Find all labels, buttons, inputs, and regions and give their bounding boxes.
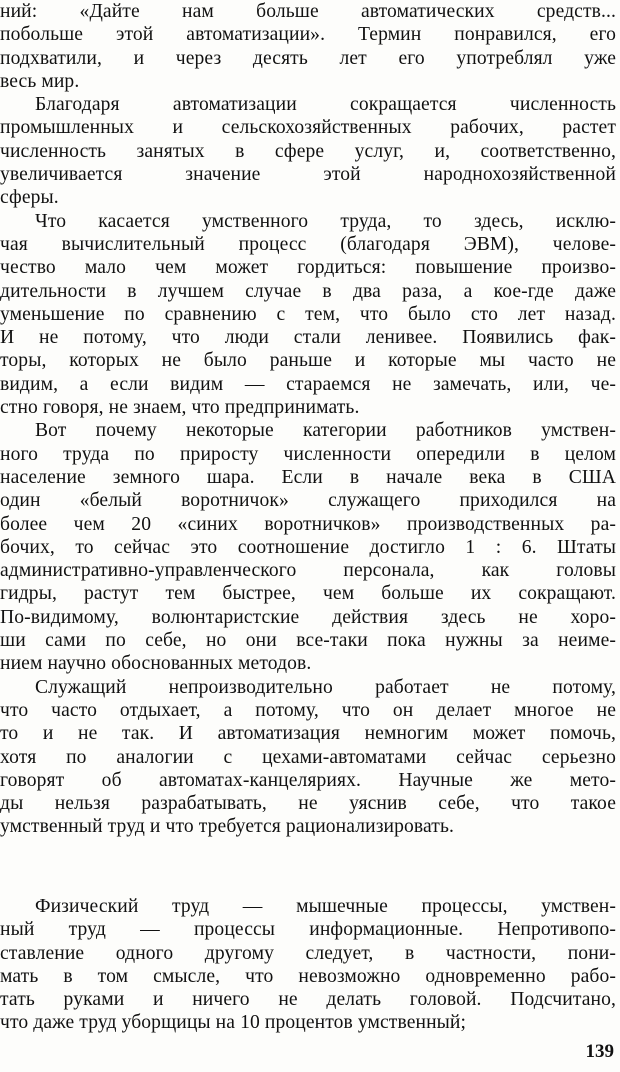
text-line: хотя по аналогии с цехами-автоматами сейчас серьезно: [0, 746, 616, 768]
text-line: административно-управленческого персонала, как головы: [0, 560, 616, 582]
text-line: чая вычислительный процесс (благодаря ЭВМ), челове-: [0, 233, 616, 255]
text-line: Физический труд — мышечные процессы, умствен-: [35, 896, 616, 917]
text-line: ды нельзя разрабатывать, не уяснив себе, что такое: [0, 793, 616, 815]
text-line: чество мало чем может гордиться: повышение произво-: [0, 257, 616, 279]
text-line: увеличивается значение этой народнохозяйственной: [0, 164, 616, 186]
text-line: население земного шара. Если в начале века в США: [0, 466, 616, 488]
text-line: видим, а если видим — стараемся не замечать, или, че-: [0, 373, 616, 395]
text-line: И не потому, что люди стали ленивее. Появились фак-: [0, 327, 616, 349]
text-line: весь мир.: [0, 70, 80, 92]
text-line: стно говоря, не знаем, что предпринимать.: [0, 397, 360, 419]
page-number: 139: [585, 1041, 614, 1062]
paragraph: [0, 93, 616, 209]
paragraph: [0, 0, 616, 93]
text-line: По-видимому, волюнтаристские действия здесь не хоро-: [0, 606, 616, 628]
paragraph: [0, 895, 616, 1035]
text-line: один «белый воротничок» служащего приходился на: [0, 490, 616, 512]
text-line: торы, которых не было раньше и которые мы часто не: [0, 350, 616, 372]
text-line: бочих, то сейчас это соотношение достигло 1 : 6. Штаты: [0, 536, 616, 558]
text-line: ставление одного другому следует, в частности, пони-: [0, 942, 616, 964]
text-line: уменьшение по сравнению с тем, что было сто лет назад.: [0, 303, 616, 325]
text-line: численность занятых в сфере услуг, и, соответственно,: [0, 140, 616, 162]
text-line: ного труда по приросту численности опередили в целом: [0, 443, 616, 465]
text-line: подхватили, и через десять лет его употреблял уже: [0, 47, 616, 69]
text-line: дительности в лучшем случае в два раза, а кое-где даже: [0, 280, 616, 302]
text-line: что часто отдыхает, а потому, что он делает многое не: [0, 699, 616, 721]
section-text-block: [0, 895, 616, 1035]
text-line: Служащий непроизводительно работает не потому,: [35, 676, 616, 698]
text-line: ний: «Дайте нам больше автоматических средств...: [0, 1, 616, 22]
text-line: что даже труд уборщицы на 10 процентов умственный;: [0, 1012, 467, 1034]
text-line: говорят об автоматах-канцеляриях. Научные же мето-: [0, 769, 616, 791]
text-line: более чем 20 «синих воротничков» производственных ра-: [0, 513, 616, 535]
text-line: то и не так. И автоматизация немногим может помочь,: [0, 723, 616, 745]
text-line: тать руками и ничего не делать головой. Подсчитано,: [0, 989, 616, 1011]
text-line: Вот почему некоторые категории работников умствен-: [35, 420, 616, 442]
text-line: промышленных и сельскохозяйственных рабочих, растет: [0, 117, 616, 139]
text-line: гидры, растут тем быстрее, чем больше их сокращают.: [0, 583, 616, 605]
text-line: умственный труд и что требуется рационализировать.: [0, 816, 454, 838]
paragraph: [0, 210, 616, 420]
paragraph: [0, 419, 616, 675]
text-line: нием научно обоснованных методов.: [0, 653, 312, 675]
text-line: сферы.: [0, 187, 59, 209]
text-line: побольше этой автоматизации». Термин понравился, его: [0, 24, 616, 46]
text-line: Что касается умственного труда, то здесь, исклю-: [35, 210, 616, 232]
text-line: мать в том смысле, что невозможно одновременно рабо-: [0, 965, 616, 987]
text-line: ный труд — процессы информационные. Непротивопо-: [0, 919, 616, 941]
text-line: Благодаря автоматизации сокращается численность: [35, 94, 616, 116]
text-line: ши сами по себе, но они все-таки пока нужны за неиме-: [0, 630, 616, 652]
paragraph: [0, 676, 616, 839]
